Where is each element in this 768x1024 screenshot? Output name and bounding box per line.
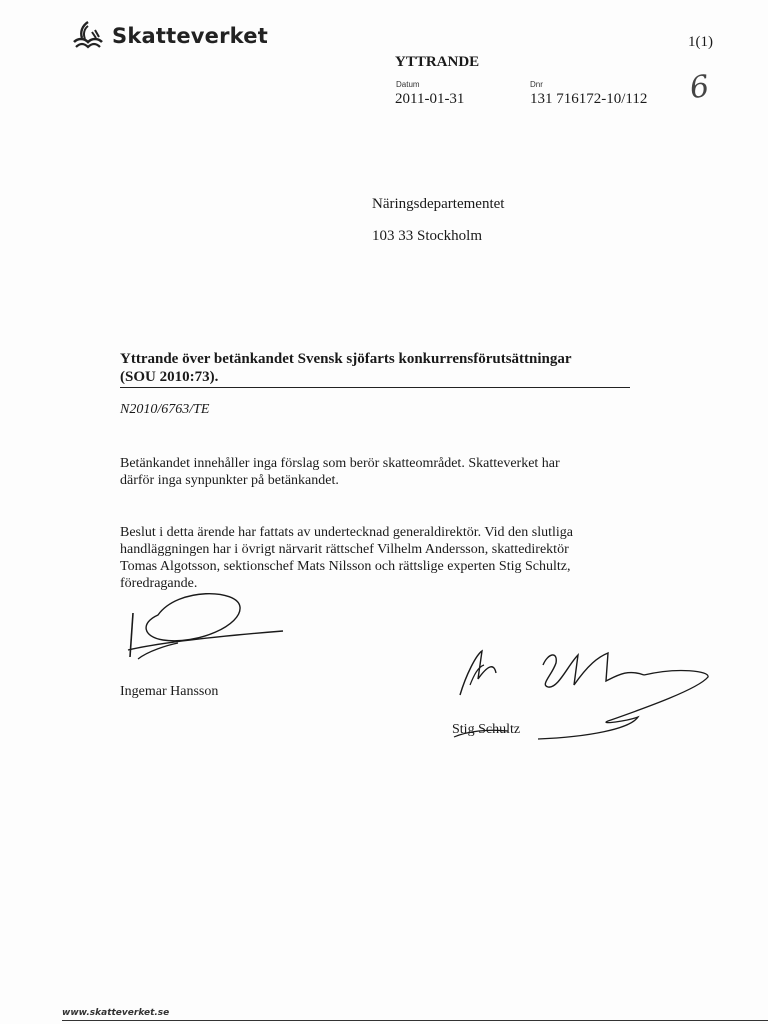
date-value: 2011-01-31	[395, 91, 465, 107]
subject-line-2: (SOU 2010:73).	[120, 369, 219, 385]
reference-value: 131 716172-10/112	[530, 91, 648, 107]
subject-heading	[120, 350, 630, 388]
paragraph-1-line-2: därför inga synpunkter på betänkandet.	[120, 473, 339, 488]
document-type: YTTRANDE	[395, 54, 480, 70]
skatteverket-crown-icon	[70, 18, 106, 54]
reference-label: Dnr	[530, 80, 543, 89]
paragraph-1-line-1: Betänkandet innehåller inga förslag som berör skatteområdet. Skatteverket har	[120, 456, 560, 471]
paragraph-2-line-1: Beslut i detta ärende har fattats av undertecknad generaldirektör. Vid den slutliga	[120, 525, 573, 540]
paragraph-2	[120, 524, 640, 592]
signer-1-name: Ingemar Hansson	[120, 684, 219, 699]
signer-2-name: Stig Schultz	[452, 722, 521, 737]
recipient-name: Näringsdepartementet	[372, 196, 505, 212]
skatteverket-logo	[70, 18, 268, 54]
handwritten-number: 6	[687, 68, 712, 107]
footer-url: www.skatteverket.se	[62, 1008, 170, 1018]
subject-line-1: Yttrande över betänkandet Svensk sjöfarts konkurrensförutsättningar	[120, 351, 572, 367]
case-reference: N2010/6763/TE	[120, 402, 210, 417]
footer-divider	[62, 1020, 768, 1021]
signature-ingemar-hansson	[118, 585, 293, 665]
paragraph-1	[120, 455, 640, 489]
page-number: 1(1)	[688, 34, 713, 50]
date-label: Datum	[396, 80, 420, 89]
paragraph-2-line-3: Tomas Algotsson, sektionschef Mats Nilsson och rättslige experten Stig Schultz,	[120, 559, 571, 574]
paragraph-2-line-4: föredragande.	[120, 576, 198, 591]
paragraph-2-line-2: handläggningen har i övrigt närvarit rättschef Vilhelm Andersson, skattedirektör	[120, 542, 569, 557]
recipient-address: 103 33 Stockholm	[372, 228, 483, 244]
logo-text: Skatteverket	[112, 24, 268, 48]
